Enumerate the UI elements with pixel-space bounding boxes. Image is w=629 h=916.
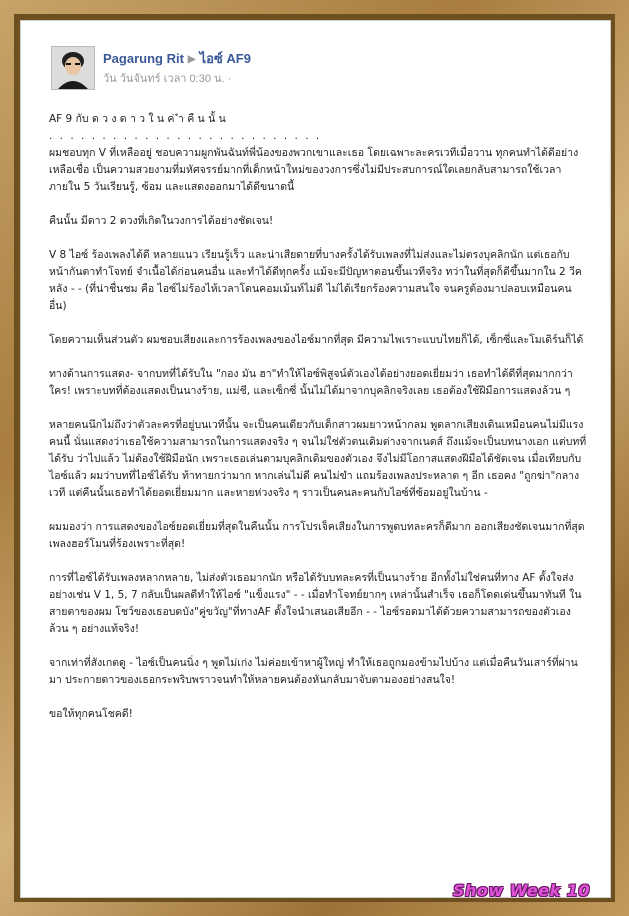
post-card xyxy=(20,20,611,898)
paragraph-6: หลายคนนึกไม่ถึงว่าตัวละครที่อยู่บนเวทีนั้น จะเป็นคนเดียวกับเด็กสาวผมยาวหน้ากลม พูดลากเสียงเดินเหมือนคนไม่มีแรงคนนี้ นั่นแสดงว่าเธอใช้ความสามารถในการแสดงจริง ๆ จนไม่ใช่ตัวตนเดิมต่างจากเนตส์ ถึงแม้จะเป็นบทนางเอก แต่บทที่ได้รับ ว่าไปแล้ว ไม่ต้องใช้ฝีมือนัก เพราะเธอเล่นตามบุคลิกเดิมของตัวเอง จึงไม่มีโอกาสแสดงฝีมือได้ชัดเจน เมื่อเทียบกับไอซ์แล้ว ผมว่าบทที่ไอซ์ได้รับ ท้าทายกว่ามาก หากเล่นไม่ดี คนไม่ขำ แถมร้องเพลงประหลาด ๆ อีก เธอคง "ถูกฆ่า"กลางเวที แต่คืนนั้นเธอทำได้ยอดเยี่ยมมาก และหายห่วงจริง ๆ ราวเป็นคนละคนกับไอซ์ที่ซ้อมอยู่ในบ้าน - xyxy=(49,419,587,499)
dotted-divider: . . . . . . . . . . . . . . . . . . . . . . . . . . xyxy=(49,130,322,142)
arrow-right-icon: ▶ xyxy=(187,54,196,65)
paragraph-2: คืนนั้น มีดาว 2 ดวงที่เกิดในวงการได้อย่างชัดเจน! xyxy=(49,215,274,227)
avatar-image xyxy=(52,47,94,89)
post-heading: AF 9 กับ ด ว ง ด า ว ใ น ค่ ำ คื น นั้ น xyxy=(49,113,226,125)
paragraph-1: ผมชอบทุก V ที่เหลืออยู่ ชอบความผูกพันฉันท์พี่น้องของพวกเขาและเธอ โดยเฉพาะละครเวทีเมื่อวาน ทุกคนทำได้ดีอย่างเหลือเชื่อ เป็นความสวยงามที่มหัศจรรย์มากที่เด็กหน้าใหม่ของวงการซึ่งไม่มีประสบการณ์ใดเลยกลับสามารถใช้เวลาภายใน 5 วันเรียนรู้, ซ้อม และแสดงออกมาได้ดีขนาดนี้ xyxy=(49,147,579,193)
target-link[interactable]: ไอซ์ AF9 xyxy=(199,51,251,66)
post-timestamp[interactable]: วัน วันจันทร์ เวลา 0:30 น. · xyxy=(103,73,232,85)
paragraph-9: จากเท่าที่สังเกตดู - ไอซ์เป็นคนนิ่ง ๆ พูดไม่เก่ง ไม่ค่อยเข้าหาผู้ใหญ่ ทำให้เธอถูกมองข้ามไปบ้าง แต่เมื่อคืนวันเสาร์ที่ผ่านมา ประกายดาวของเธอกระพริบพราวจนทำให้หลายคนต้องหันกลับมาจับตามองอย่างสนใจ! xyxy=(49,657,578,686)
post-body xyxy=(49,111,589,740)
paragraph-7: ผมมองว่า การแสดงของไอซ์ยอดเยี่ยมที่สุดในคืนนั้น การโปรเจ็คเสียงในการพูดบทละครก็ดีมาก ออกเสียงชัดเจนมากที่สุด เพลงฮอร์โมนที่ร้องเพราะที่สุด! xyxy=(49,521,585,550)
avatar[interactable] xyxy=(51,46,95,90)
post-title xyxy=(103,48,251,69)
paragraph-3: V 8 ไอซ์ ร้องเพลงได้ดี หลายแนว เรียนรู้เร็ว และน่าเสียดายที่บางครั้งได้รับเพลงที่ไม่ส่งและไม่ตรงบุคลิกนัก แต่เธอกับหน้ากันตาทำโจทย์ จำเนื้อได้ก่อนคนอื่น และทำได้ดีทุกครั้ง แม้จะมีปัญหาตอนขึ้นเวทีจริง ทว่าในที่สุดก็ดีขึ้นมากใน 2 วีคหลัง - - (ที่น่าชื่นชม คือ ไอซ์ไม่ร้องไห้เวลาโดนคอมเม้นท์ไม่ดี ไม่ได้เรียกร้องความสนใจ จนครูต้องมาปลอบเหมือนคนอื่น) xyxy=(49,249,582,312)
author-link[interactable]: Pagarung Rit xyxy=(103,51,184,66)
paragraph-8: การที่ไอซ์ได้รับเพลงหลากหลาย, ไม่ส่งตัวเธอมากนัก หรือได้รับบทละครที่เป็นนางร้าย อีกทั้งไม่ใช่คนที่ทาง AF ตั้งใจส่งอย่างเช่น V 1, 5, 7 กลับเป็นผลดีทำให้ไอซ์ "แข็งแรง" - - เมื่อทำโจทย์ยากๆ เหล่านั้นสำเร็จ เธอก็โดดเด่นขึ้นมาทันที ในสายตาของผม โชว์ของเธอบดบัง"คู่ขวัญ"ที่ทางAF ตั้งใจนำเสนอเสียอีก - - ไอซ์รอดมาได้ด้วยความสามารถของตัวเองล้วน ๆ อย่างแท้จริง! xyxy=(49,572,582,635)
show-week-badge: Show Week 10 xyxy=(453,881,591,898)
paragraph-5: ทางด้านการแสดง- จากบทที่ได้รับใน "กอง มัน ฮา"ทำให้ไอซ์พิสูจน์ตัวเองได้อย่างยอดเยี่ยมว่า เธอทำได้ดีที่สุดมากกว่าใคร! เพราะบทที่ต้องแสดงเป็นนางร้าย, แม่ชี, และเซ็กซี่ นั้นไม่ได้มาจากบุคลิกจริงเลย เธอต้องใช้ฝีมือการแสดงล้วน ๆ xyxy=(49,368,573,397)
closing-line: ขอให้ทุกคนโชคดี! xyxy=(49,708,133,720)
paragraph-4: โดยความเห็นส่วนตัว ผมชอบเสียงและการร้องเพลงของไอซ์มากที่สุด มีความไพเราะแบบไทยก็ได้, เซ็กซี่และโมเดิร์นก็ได้ xyxy=(49,334,584,346)
